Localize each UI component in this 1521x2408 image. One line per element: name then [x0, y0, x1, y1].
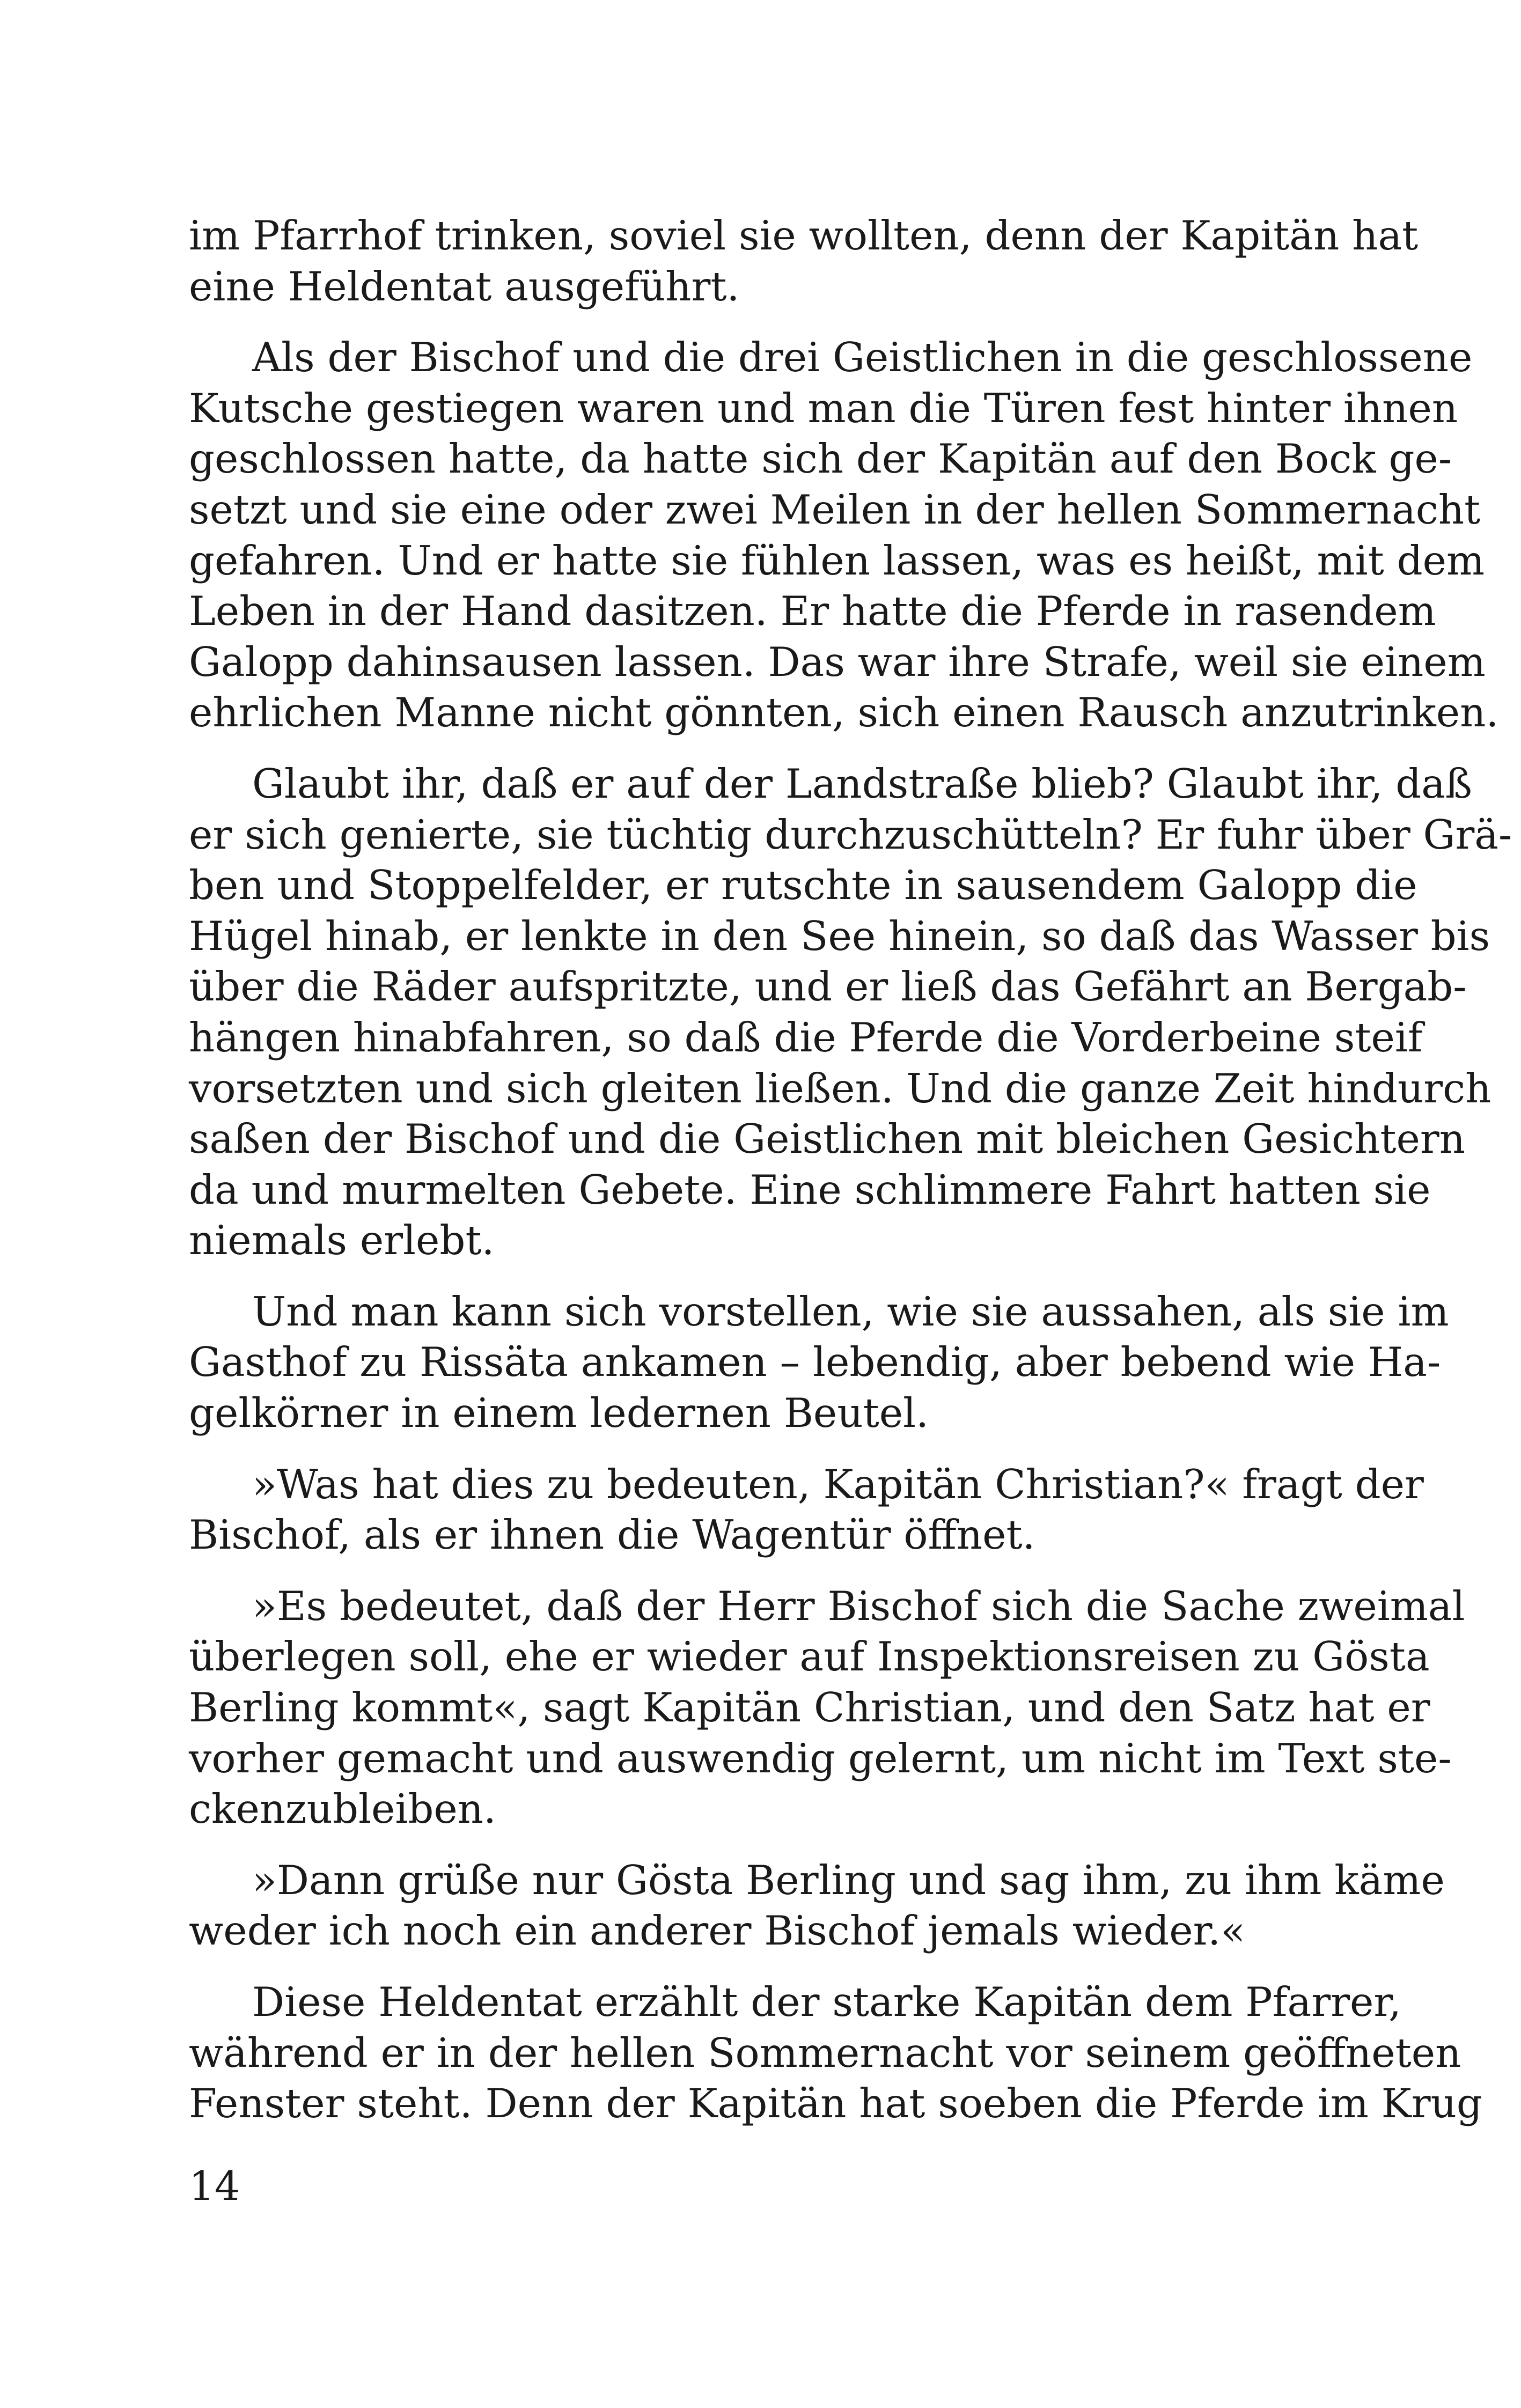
paragraph [189, 1977, 1482, 2129]
text-line: Fenster steht. Denn der Kapitän hat soeben die Pferde im Krug [189, 2080, 1482, 2127]
text-line: geschlossen hatte, da hatte sich der Kapitän auf den Bock ge- [189, 435, 1452, 483]
paragraph-spacing [189, 1266, 1295, 1286]
text-line: Galopp dahinsausen lassen. Das war ihre Strafe, weil sie einem [189, 638, 1486, 686]
text-line: überlegen soll, ehe er wieder auf Inspektionsreisen zu Gösta [189, 1633, 1430, 1681]
paragraph [189, 210, 1419, 312]
paragraph-spacing [189, 1560, 1295, 1581]
text-line: ben und Stoppelfelder, er rutschte in sausendem Galopp die [189, 861, 1417, 909]
text-line: ckenzubleiben. [189, 1785, 496, 1833]
text-line: saßen der Bischof und die Geistlichen mit bleichen Gesichtern [189, 1115, 1466, 1163]
text-line: vorher gemacht und auswendig gelernt, um nicht im Text ste- [189, 1734, 1452, 1782]
text-line: vorsetzten und sich gleiten ließen. Und die ganze Zeit hindurch [189, 1064, 1491, 1112]
paragraph-spacing [189, 312, 1295, 332]
text-line: da und murmelten Gebete. Eine schlimmere Fahrt hatten sie [189, 1166, 1431, 1213]
page-number: 14 [189, 2162, 240, 2210]
text-line: Als der Bischof und die drei Geistlichen in die geschlossene [252, 334, 1473, 381]
text-line: im Pfarrhof trinken, soviel sie wollten, denn der Kapitän hat [189, 212, 1419, 259]
page-body [189, 210, 1512, 2129]
text-line: Hügel hinab, er lenkte in den See hinein, so daß das Wasser bis [189, 912, 1490, 960]
text-line: während er in der hellen Sommernacht vor seinem geöffneten [189, 2029, 1461, 2076]
paragraph [189, 1286, 1449, 1439]
text-line: gefahren. Und er hatte sie fühlen lassen, was es heißt, mit dem [189, 536, 1485, 584]
text-line: Kutsche gestiegen waren und man die Türen fest hinter ihnen [189, 384, 1458, 432]
text-line: Glaubt ihr, daß er auf der Landstraße blieb? Glaubt ihr, daß [252, 760, 1473, 807]
paragraph [189, 1581, 1465, 1835]
text-line: Bischof, als er ihnen die Wagentür öffnet. [189, 1511, 1035, 1559]
paragraph-spacing [189, 1835, 1295, 1855]
text-line: Berling kommt«, sagt Kapitän Christian, und den Satz hat er [189, 1684, 1430, 1732]
text-line: Diese Heldentat erzählt der starke Kapitän dem Pfarrer, [252, 1978, 1401, 2026]
text-line: hängen hinabfahren, so daß die Pferde die Vorderbeine steif [189, 1013, 1423, 1061]
paragraph [189, 1459, 1424, 1560]
paragraph [189, 332, 1499, 738]
text-line: weder ich noch ein anderer Bischof jemals wieder.« [189, 1907, 1246, 1955]
paragraph [189, 759, 1512, 1266]
text-line: »Dann grüße nur Gösta Berling und sag ihm, zu ihm käme [252, 1856, 1445, 1904]
text-line: über die Räder aufspritzte, und er ließ das Gefährt an Bergab- [189, 963, 1467, 1011]
text-line: Leben in der Hand dasitzen. Er hatte die Pferde in rasendem [189, 587, 1436, 635]
text-line: niemals erlebt. [189, 1217, 495, 1264]
paragraph-spacing [189, 1439, 1295, 1459]
paragraph-spacing [189, 738, 1295, 759]
text-line: Und man kann sich vorstellen, wie sie aussahen, als sie im [252, 1287, 1449, 1335]
text-line: eine Heldentat ausgeführt. [189, 262, 740, 310]
paragraph-spacing [189, 1956, 1295, 1977]
text-line: setzt und sie eine oder zwei Meilen in der hellen Sommernacht [189, 485, 1481, 533]
text-line: »Es bedeutet, daß der Herr Bischof sich die Sache zweimal [252, 1582, 1465, 1630]
text-line: »Was hat dies zu bedeuten, Kapitän Christian?« fragt der [252, 1460, 1424, 1508]
text-line: ehrlichen Manne nicht gönnten, sich einen Rausch anzutrinken. [189, 689, 1499, 737]
text-line: gelkörner in einem ledernen Beutel. [189, 1389, 929, 1437]
text-line: er sich genierte, sie tüchtig durchzuschütteln? Er fuhr über Grä- [189, 811, 1512, 858]
text-line: Gasthof zu Rissäta ankamen – lebendig, aber bebend wie Ha- [189, 1338, 1441, 1386]
paragraph [189, 1855, 1445, 1956]
